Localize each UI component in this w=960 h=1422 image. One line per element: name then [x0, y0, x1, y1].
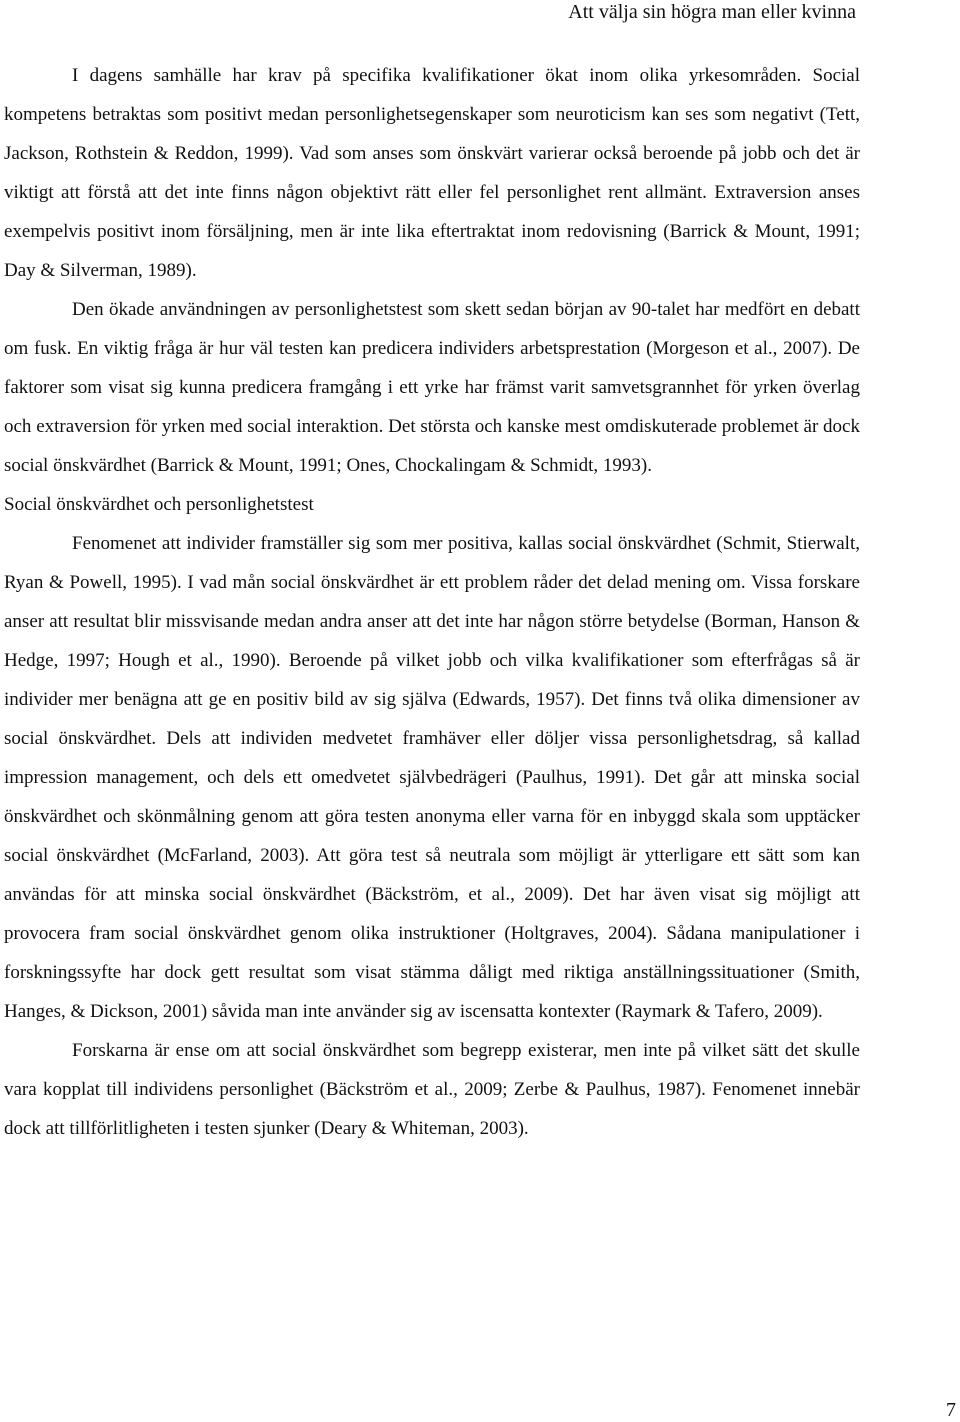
paragraph-1: I dagens samhälle har krav på specifika kvalifikationer ökat inom olika yrkesområden. Social kompetens betraktas som positivt medan personlighetsegenskaper som neuroticism kan ses som negativt (Tett, Jackson, Rothstein & Reddon, 1999). Vad som anses som önskvärt varierar också beroende på jobb och det är viktigt att förstå att det inte finns någon objektivt rätt eller fel personlighet rent allmänt. Extraversion anses exempelvis positivt inom försäljning, men är inte lika eftertraktat inom redovisning (Barrick & Mount, 1991; Day & Silverman, 1989). — [4, 65, 860, 281]
section-heading: Social önskvärdhet och personlighetstest — [4, 494, 314, 515]
paragraph-2: Den ökade användningen av personlighetstest som skett sedan början av 90-talet har medfört en debatt om fusk. En viktig fråga är hur väl testen kan predicera individers arbetsprestation (Morgeson et al., 2007). De faktorer som visat sig kunna predicera framgång i ett yrke har främst varit samvetsgrannhet för yrken överlag och extraversion för yrken med social interaktion. Det största och kanske mest omdiskuterade problemet är dock social önskvärdhet (Barrick & Mount, 1991; Ones, Chockalingam & Schmidt, 1993). — [4, 299, 860, 476]
document-body — [4, 56, 860, 1148]
page-number: 7 — [946, 1399, 956, 1421]
paragraph-3: Fenomenet att individer framställer sig som mer positiva, kallas social önskvärdhet (Schmit, Stierwalt, Ryan & Powell, 1995). I vad mån social önskvärdhet är ett problem råder det delad mening om. Vissa forskare anser att resultat blir missvisande medan andra anser att det inte har någon större betydelse (Borman, Hanson & Hedge, 1997; Hough et al., 1990). Beroende på vilket jobb och vilka kvalifikationer som efterfrågas så är individer mer benägna att ge en positiv bild av sig själva (Edwards, 1957). Det finns två olika dimensioner av social önskvärdhet. Dels att individen medvetet framhäver eller döljer vissa personlighetsdrag, så kallad impression management, och dels ett omedvetet självbedrägeri (Paulhus, 1991). Det går att minska social önskvärdhet och skönmålning genom att göra testen anonyma eller varna för en inbyggd skala som upptäcker social önskvärdhet (McFarland, 2003). Att göra test så neutrala som möjligt är ytterligare ett sätt som kan användas för att minska social önskvärdhet (Bäckström, et al., 2009). Det har även visat sig möjligt att provocera fram social önskvärdhet genom olika instruktioner (Holtgraves, 2004). Sådana manipulationer i forskningssyfte har dock gett resultat som visat stämma dåligt med riktiga anställningssituationer (Smith, Hanges, & Dickson, 2001) såvida man inte använder sig av iscensatta kontexter (Raymark & Tafero, 2009). — [4, 533, 860, 1022]
paragraph-4: Forskarna är ense om att social önskvärdhet som begrepp existerar, men inte på vilket sätt det skulle vara kopplat till individens personlighet (Bäckström et al., 2009; Zerbe & Paulhus, 1987). Fenomenet innebär dock att tillförlitligheten i testen sjunker (Deary & Whiteman, 2003). — [4, 1040, 860, 1139]
running-header: Att välja sin högra man eller kvinna — [568, 1, 856, 23]
